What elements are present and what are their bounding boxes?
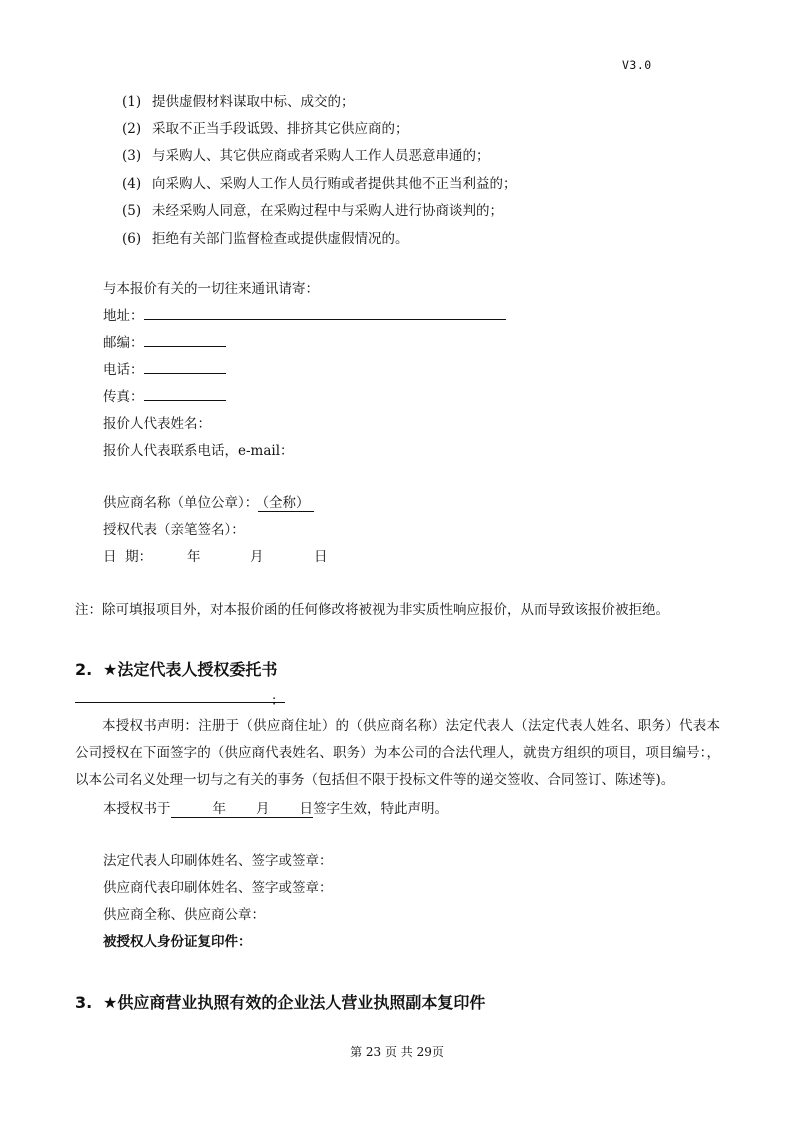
note-text: 注：除可填报项目外，对本报价函的任何修改将被视为非实质性响应报价，从而导致该报价被拒绝。	[75, 602, 669, 618]
effective-date-field[interactable]	[171, 797, 314, 818]
supplier-name-value[interactable]: （全称）	[258, 495, 313, 512]
version-label: V3.0	[622, 58, 652, 72]
date-year: 年	[187, 549, 201, 565]
authorization-paragraph: 本授权书声明：注册于（供应商住址）的（供应商名称）法定代表人（法定代表人姓名、职务）代表本公司授权在下面签字的（供应商代表姓名、职务）为本公司的合法代理人，就贵方组织的项目，项目编号：，以本公司名义处理一切与之有关的事务（包括但不限于投标文件等的递交签收、合同签订、陈述等)。	[75, 718, 720, 788]
supplier-name-row	[103, 491, 314, 511]
legal-rep-signature-label: 法定代表人印刷体姓名、签字或签章：	[103, 853, 333, 869]
phone-label: 电话：	[103, 362, 144, 378]
fax-label: 传真：	[103, 389, 144, 405]
fax-row	[103, 385, 226, 405]
list-item	[122, 144, 490, 164]
rep-name-label: 报价人代表姓名：	[103, 416, 211, 432]
supplier-full-name-label: 供应商全称、供应商公章：	[103, 907, 265, 923]
phone-row	[103, 358, 226, 378]
section3-number: 3.	[75, 993, 93, 1012]
page-number: 第 23 页 共 29页	[350, 1045, 444, 1059]
section2-title: ★法定代表人授权委托书	[103, 660, 278, 679]
section3-title: ★供应商营业执照有效的企业法人营业执照副本复印件	[103, 993, 486, 1012]
list-item-text: 向采购人、采购人工作人员行贿或者提供其他不正当利益的；	[152, 176, 517, 192]
address-row	[103, 304, 506, 324]
supplier-rep-signature-label: 供应商代表印刷体姓名、签字或签章：	[103, 880, 333, 896]
list-item	[122, 172, 517, 192]
effective-month: 月	[256, 801, 270, 817]
list-item-number: (3)	[122, 148, 142, 164]
contact-intro: 与本报价有关的一切往来通讯请寄：	[103, 281, 319, 297]
authorized-rep-label: 授权代表（亲笔签名）：	[103, 522, 245, 538]
list-item-text: 采取不正当手段诋毁、排挤其它供应商的；	[152, 121, 409, 137]
date-day: 日	[314, 549, 328, 565]
addressee-row	[75, 688, 285, 707]
addressee-field[interactable]	[75, 688, 285, 703]
list-item-number: (2)	[122, 121, 142, 137]
effective-year: 年	[212, 801, 226, 817]
addressee-colon: ：	[271, 693, 285, 709]
list-item	[122, 199, 503, 219]
list-item-text: 与采购人、其它供应商或者采购人工作人员恶意串通的；	[152, 148, 490, 164]
address-field[interactable]	[144, 305, 506, 320]
section3-heading	[75, 990, 485, 1013]
list-item	[122, 227, 409, 247]
date-label: 日 期：	[103, 549, 153, 565]
list-item-number: (6)	[122, 231, 142, 247]
id-copy-label: 被授权人身份证复印件：	[103, 934, 252, 950]
list-item-number: (1)	[122, 94, 142, 110]
postcode-label: 邮编：	[103, 335, 144, 351]
effective-day: 日	[299, 801, 313, 817]
list-item-text: 拒绝有关部门监督检查或提供虚假情况的。	[152, 231, 409, 247]
effective-prefix: 本授权书于	[103, 801, 171, 817]
rep-phone-label: 报价人代表联系电话，e-mail：	[103, 443, 294, 459]
list-item	[122, 90, 355, 110]
section2-heading	[75, 657, 277, 680]
phone-field[interactable]	[144, 359, 226, 374]
date-row	[103, 545, 152, 565]
postcode-field[interactable]	[144, 332, 226, 347]
list-item-text: 提供虚假材料谋取中标、成交的；	[152, 94, 355, 110]
fax-field[interactable]	[144, 386, 226, 401]
list-item-text: 未经采购人同意，在采购过程中与采购人进行协商谈判的；	[152, 203, 503, 219]
date-month: 月	[250, 549, 264, 565]
section2-number: 2.	[75, 660, 93, 679]
list-item-number: (5)	[122, 203, 142, 219]
postcode-row	[103, 331, 226, 351]
effective-suffix: 签字生效，特此声明。	[313, 801, 448, 817]
address-label: 地址：	[103, 308, 144, 324]
effective-date-row	[103, 797, 448, 818]
list-item-number: (4)	[122, 176, 142, 192]
supplier-name-label: 供应商名称（单位公章）：	[103, 495, 259, 511]
list-item	[122, 117, 409, 137]
